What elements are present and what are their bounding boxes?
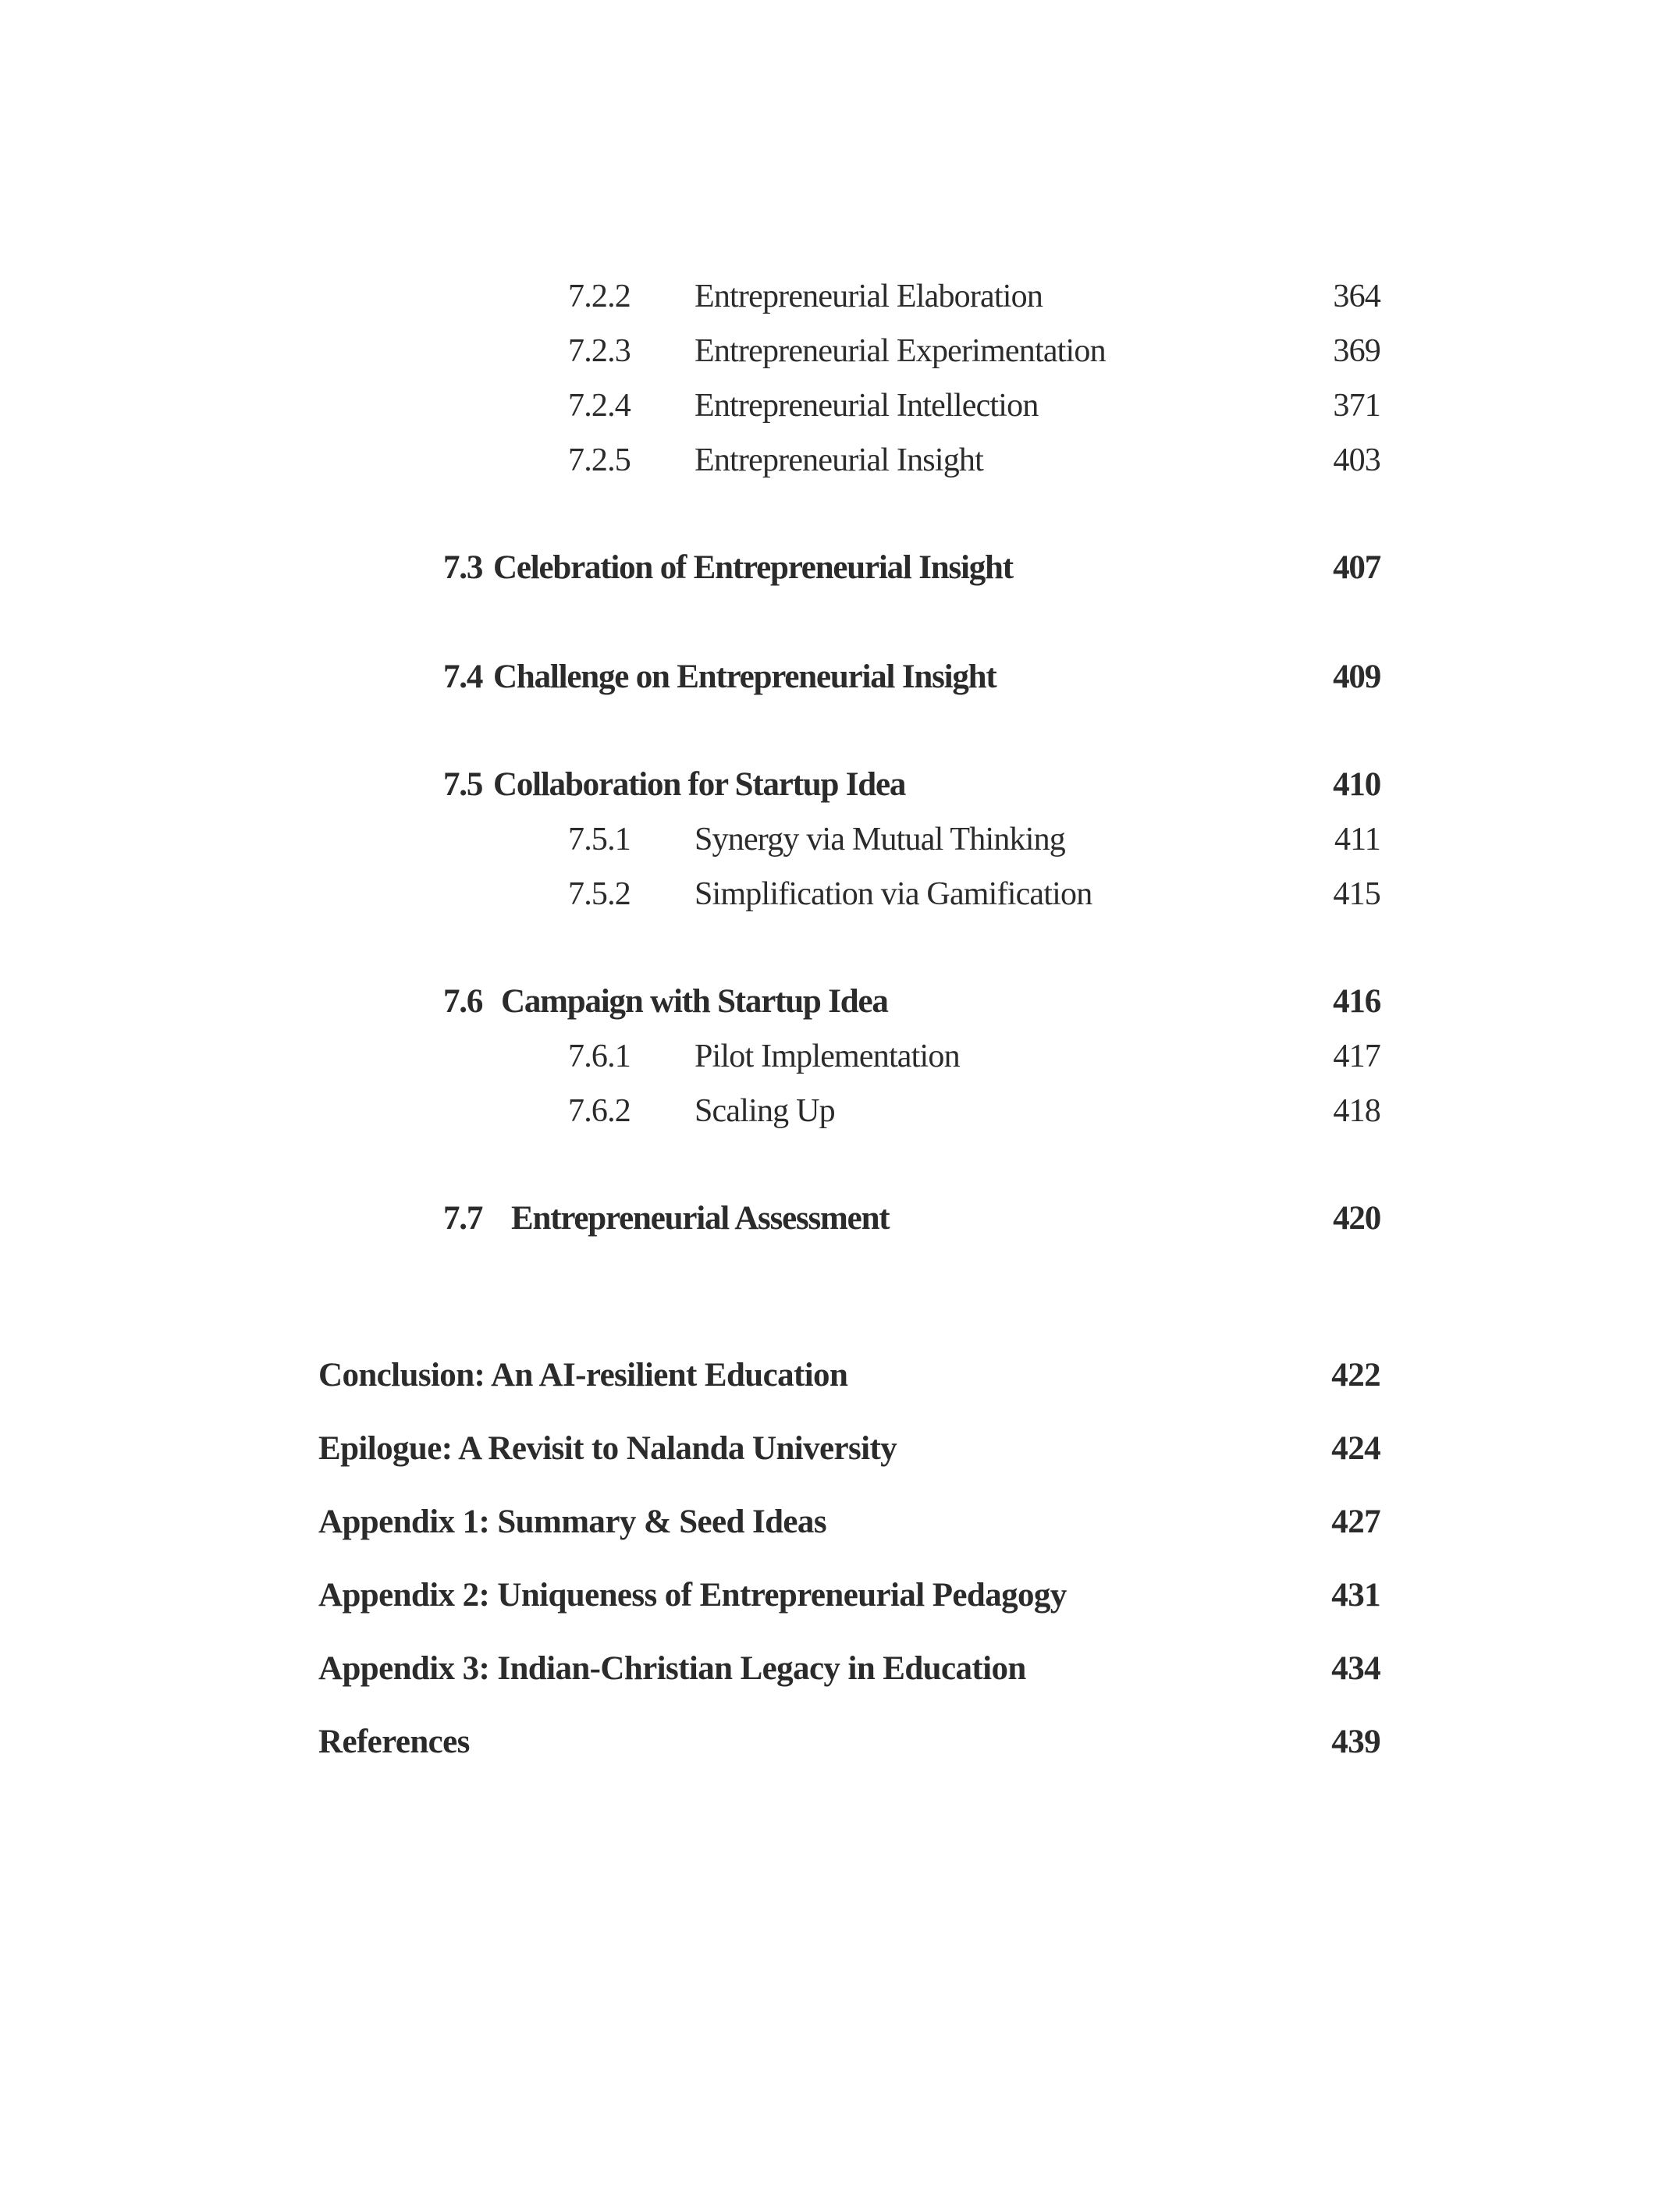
entry-page-number: 403 — [1333, 442, 1380, 478]
toc-entry-7-2-3[interactable] — [0, 328, 1659, 375]
toc-entry-references[interactable] — [0, 1719, 1659, 1766]
entry-number: 7.2.5 — [568, 442, 631, 478]
entry-page-number: 434 — [1331, 1650, 1380, 1687]
toc-entry-appendix-2[interactable] — [0, 1572, 1659, 1619]
entry-page-number: 431 — [1331, 1577, 1380, 1614]
entry-page-number: 364 — [1333, 279, 1380, 314]
entry-title: Collaboration for Startup Idea — [493, 766, 906, 803]
entry-number: 7.5.1 — [568, 822, 631, 857]
entry-title: References — [318, 1724, 470, 1760]
toc-entry-7-7[interactable] — [0, 1195, 1659, 1242]
toc-entry-7-5[interactable] — [0, 762, 1659, 808]
entry-title: Appendix 2: Uniqueness of Entrepreneurial Pedagogy — [318, 1577, 1067, 1614]
entry-page-number: 439 — [1331, 1724, 1380, 1760]
toc-entry-7-6-2[interactable] — [0, 1088, 1659, 1134]
entry-page-number: 369 — [1333, 333, 1380, 369]
entry-page-number: 424 — [1331, 1430, 1380, 1467]
entry-number: 7.5 — [443, 766, 483, 803]
entry-page-number: 410 — [1333, 766, 1380, 803]
entry-page-number: 417 — [1333, 1039, 1380, 1074]
toc-entry-7-6-1[interactable] — [0, 1033, 1659, 1080]
entry-number: 7.6.1 — [568, 1039, 631, 1074]
entry-title: Epilogue: A Revisit to Nalanda University — [318, 1430, 897, 1467]
entry-title: Campaign with Startup Idea — [501, 983, 888, 1020]
toc-entry-7-2-5[interactable] — [0, 437, 1659, 484]
entry-number: 7.6 — [443, 983, 483, 1020]
entry-title: Entrepreneurial Intellection — [695, 388, 1039, 424]
entry-number: 7.2.4 — [568, 388, 631, 424]
entry-number: 7.6.2 — [568, 1093, 631, 1129]
entry-title: Entrepreneurial Elaboration — [695, 279, 1043, 314]
toc-entry-7-5-1[interactable] — [0, 816, 1659, 863]
entry-title: Simplification via Gamification — [695, 876, 1092, 912]
entry-page-number: 407 — [1333, 549, 1380, 586]
entry-page-number: 427 — [1331, 1504, 1380, 1540]
toc-entry-appendix-1[interactable] — [0, 1499, 1659, 1546]
toc-entry-7-2-4[interactable] — [0, 382, 1659, 429]
entry-title: Entrepreneurial Experimentation — [695, 333, 1106, 369]
entry-title: Pilot Implementation — [695, 1039, 960, 1074]
entry-page-number: 409 — [1333, 659, 1380, 695]
entry-title: Celebration of Entrepreneurial Insight — [493, 549, 1013, 586]
toc-entry-7-2-2[interactable] — [0, 273, 1659, 320]
entry-page-number: 420 — [1333, 1200, 1380, 1237]
entry-title: Challenge on Entrepreneurial Insight — [493, 659, 996, 695]
entry-page-number: 411 — [1334, 822, 1380, 857]
entry-page-number: 418 — [1333, 1093, 1380, 1129]
entry-number: 7.4 — [443, 659, 483, 695]
toc-entry-epilogue[interactable] — [0, 1426, 1659, 1472]
entry-title: Conclusion: An AI-resilient Education — [318, 1357, 848, 1394]
entry-number: 7.2.3 — [568, 333, 631, 369]
entry-number: 7.7 — [443, 1200, 483, 1237]
entry-page-number: 416 — [1333, 983, 1380, 1020]
toc-entry-7-4[interactable] — [0, 654, 1659, 701]
entry-title: Appendix 1: Summary & Seed Ideas — [318, 1504, 826, 1540]
entry-number: 7.3 — [443, 549, 483, 586]
entry-title: Synergy via Mutual Thinking — [695, 822, 1065, 857]
toc-entry-7-3[interactable] — [0, 545, 1659, 591]
entry-title: Scaling Up — [695, 1093, 835, 1129]
entry-page-number: 415 — [1333, 876, 1380, 912]
toc-entry-7-6[interactable] — [0, 978, 1659, 1025]
toc-entry-7-5-2[interactable] — [0, 871, 1659, 918]
entry-number: 7.5.2 — [568, 876, 631, 912]
toc-entry-appendix-3[interactable] — [0, 1646, 1659, 1692]
entry-number: 7.2.2 — [568, 279, 631, 314]
entry-title: Entrepreneurial Assessment — [511, 1200, 890, 1237]
entry-title: Entrepreneurial Insight — [695, 442, 983, 478]
entry-page-number: 422 — [1331, 1357, 1380, 1394]
toc-entry-conclusion[interactable] — [0, 1352, 1659, 1399]
entry-page-number: 371 — [1333, 388, 1380, 424]
entry-title: Appendix 3: Indian-Christian Legacy in Education — [318, 1650, 1026, 1687]
